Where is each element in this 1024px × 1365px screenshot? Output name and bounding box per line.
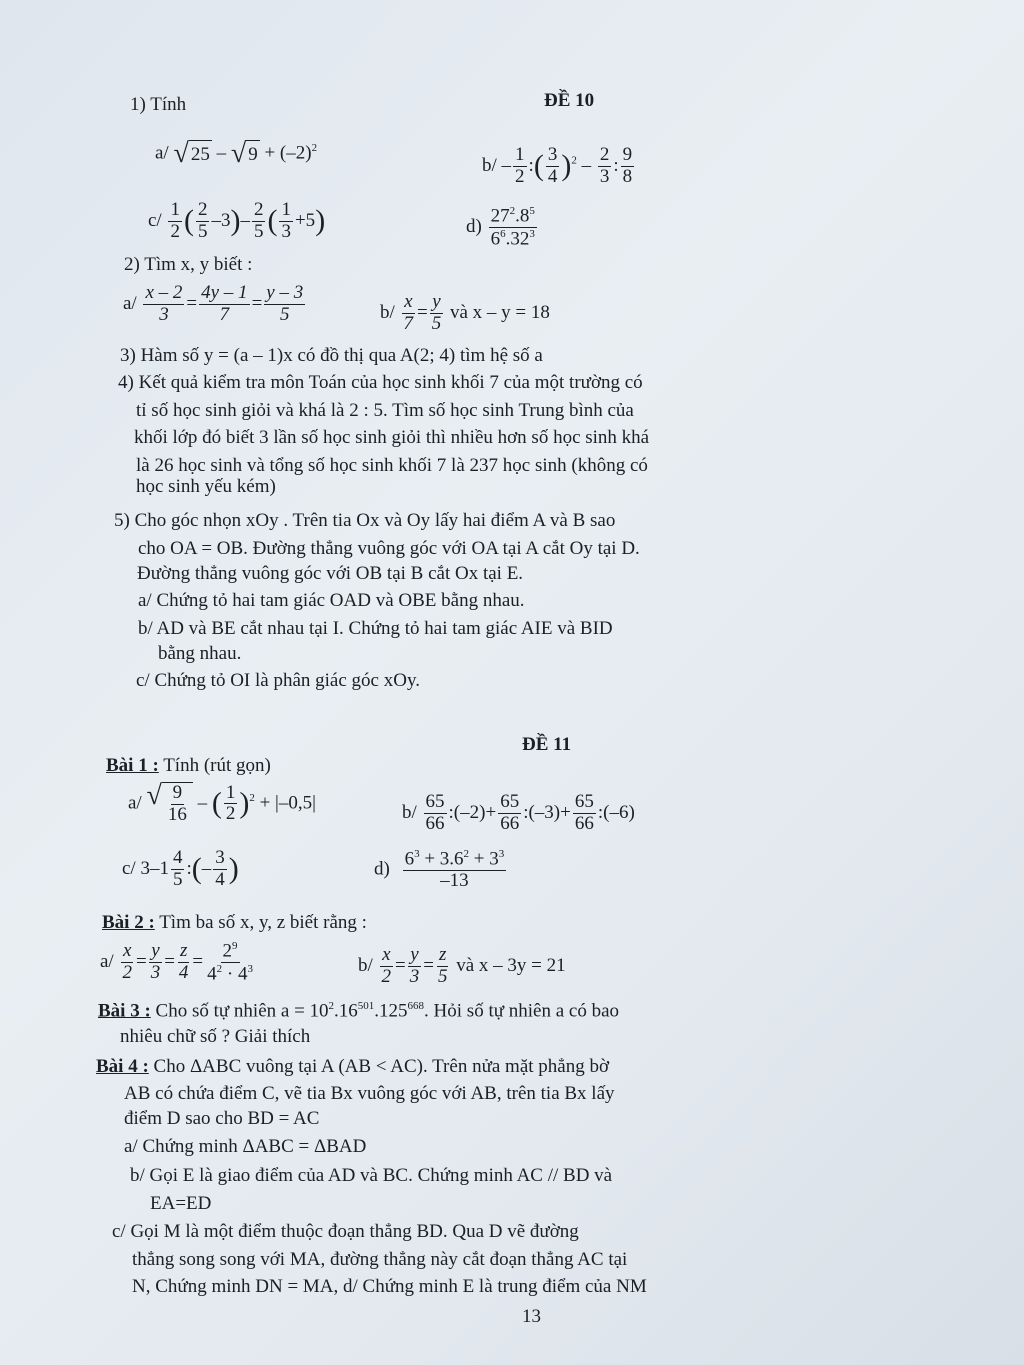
q5-line-6: bằng nhau. [158,643,242,664]
bai4-line-5: b/ Gọi E là giao điểm của AD và BC. Chứng minh AC // BD và [130,1165,613,1186]
bai4-line-4: a/ Chứng minh ΔABC = ΔBAD [124,1136,367,1157]
b1c-expression: c/ 3–1 $\frac{4}{5}$ :(– $\frac{3}{4}$ ) [122,847,239,890]
b1b-expression: b/ $\frac{65}{66}$ :(–2)+ $\frac{65}{66}$ :(–3)+ $\frac{65}{66}$ :(–6) [402,791,635,834]
q3-text: 3) Hàm số y = (a – 1)x có đồ thị qua A(2; 4) tìm hệ số a [120,345,543,366]
q1-title: 1) Tính [130,94,187,115]
bai2-title: Bài 2 : Tìm ba số x, y, z biết rằng : [102,912,367,933]
bai3-line-2: nhiêu chữ số ? Giải thích [120,1026,311,1047]
q2b-expression: b/ $\frac{x}{7}$ = $\frac{y}{5}$ và x – y = 18 [380,291,550,334]
de10-header: ĐỀ 10 [544,90,595,111]
q4-line-3: khối lớp đó biết 3 lần số học sinh giỏi thì nhiều hơn số học sinh khá [134,427,650,448]
b2a-expression: a/ $\frac{x}{2}$ = $\frac{y}{3}$ = $\frac{z}{4}$ = $\frac{2^9}{4^2 \cdot 4^3}$ [100,940,253,985]
q5-line-4: a/ Chứng tỏ hai tam giác OAD và OBE bằng nhau. [138,590,525,611]
q2a-expression: a/ $\frac{x - 2}{3}$ = $\frac{4y - 1}{7}$ = $\frac{y - 3}{5}$ [123,282,304,325]
bai4-line-9: N, Chứng minh DN = MA, d/ Chứng minh E là trung điểm của NM [132,1276,647,1297]
q1d-expression: d) $\frac{27^2.8^5}{6^6.32^3}$ [466,205,535,250]
b2b-expression: b/ $\frac{x}{2}$ = $\frac{y}{3}$ = $\frac{z}{5}$ và x – 3y = 21 [358,944,566,987]
q5-line-7: c/ Chứng tỏ OI là phân giác góc xOy. [136,670,420,691]
bai1-title: Bài 1 : Tính (rút gọn) [106,755,271,776]
q1c-expression: c/ $\frac{1}{2}$ ( $\frac{2}{5}$ –3)– $\frac{2}{5}$ ( $\frac{1}{3}$ +5) [148,199,326,242]
q4-line-1: 4) Kết quả kiểm tra môn Toán của học sinh khối 7 của một trường có [118,372,643,393]
page-number: 13 [522,1306,541,1327]
bai3-line-1: Bài 3 : Cho số tự nhiên $a = 10^2.16^{501}.125^{668}$. Hỏi số tự nhiên a có bao [98,1000,620,1022]
bai4-line-6: EA=ED [150,1193,212,1214]
bai4-line-3: điểm D sao cho BD = AC [124,1108,320,1129]
de11-header: ĐỀ 11 [522,734,572,755]
b1d-expression: d) $\frac{6^3 + 3.6^2 + 3^3}{-13}$ [374,848,505,892]
q5-line-1: 5) Cho góc nhọn xOy . Trên tia Ox và Oy lấy hai điểm A và B sao [114,510,616,531]
bai4-line-2: AB có chứa điểm C, vẽ tia Bx vuông góc với AB, trên tia Bx lấy [124,1083,615,1104]
b1a-expression: a/ √ $\frac{9}{16}$ – ( $\frac{1}{2}$ )$^2$ + |–0,5| [128,780,316,825]
bai4-line-1: Bài 4 : Cho ΔABC vuông tại A (AB < AC). Trên nửa mặt phẳng bờ [96,1056,610,1077]
q5-line-5: b/ AD và BE cắt nhau tại I. Chứng tỏ hai tam giác AIE và BID [138,618,613,639]
q1b-expression: b/ – $\frac{1}{2}$ :( $\frac{3}{4}$ )$^2$ – $\frac{2}{3}$ : $\frac{9}{8}$ [482,144,633,187]
q1a-expression: a/ √ 25 – √ 9 + $(-2)^2$ [155,138,318,169]
bai4-line-7: c/ Gọi M là một điểm thuộc đoạn thẳng BD. Qua D vẽ đường [112,1221,579,1242]
q4-line-4: là 26 học sinh và tổng số học sinh khối 7 là 237 học sinh (không có [136,455,648,476]
bai4-line-8: thẳng song song với MA, đường thẳng này cắt đoạn thẳng AC tại [132,1249,628,1270]
q4-line-2: tỉ số học sinh giỏi và khá là 2 : 5. Tìm số học sinh Trung bình của [136,400,634,421]
q2-title: 2) Tìm x, y biết : [124,254,253,275]
q5-line-3: Đường thẳng vuông góc với OB tại B cắt Ox tại E. [137,563,524,584]
q5-line-2: cho OA = OB. Đường thẳng vuông góc với OA tại A cắt Oy tại D. [138,538,640,559]
q4-line-5: học sinh yếu kém) [136,476,276,497]
